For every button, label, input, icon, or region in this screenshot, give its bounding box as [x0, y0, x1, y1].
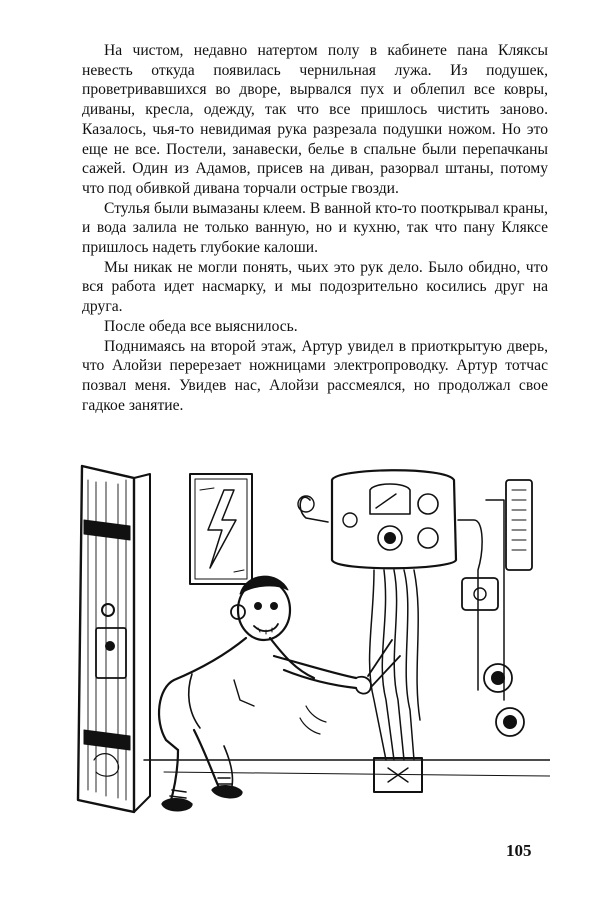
wall-fixtures	[462, 480, 532, 736]
electrical-panel	[298, 470, 456, 568]
floor-line	[144, 760, 550, 776]
page-number: 105	[506, 841, 532, 860]
body-text	[82, 41, 548, 415]
paragraph-2: Стулья были вымазаны клеем. В ванной кто-то пооткрывал краны, и вода залила не только ванную, но и кухню, так что пану Кляксе пришлось надеть глубокие калоши.	[82, 199, 548, 257]
motion-lines	[300, 706, 326, 734]
paragraph-1: На чистом, недавно натертом полу в кабинете пана Кляксы невесть откуда появилась чернильная лужа. Из подушек, проветривавшихся во дворе, вырвался пух и облепил все ковры, диваны, кресла, одежду, так что все пришлось чистить заново. Казалось, чья-то невидимая рука разрезала подушки ножом. Но это еще не все. Постели, занавески, белье в спальне были перепачканы сажей. Один из Адамов, присев на диван, разорвал штаны, потому что под обивкой дивана торчали острые гвозди.	[82, 42, 548, 197]
warning-poster	[190, 474, 252, 584]
paragraph-5: Поднимаясь на второй этаж, Артур увидел в приоткрытую дверь, что Алойзи перерезает ножницами электропроводку. Артур тотчас позвал меня. Увидев нас, Алойзи рассмеялся, но продолжал свое гадкое занятие.	[82, 337, 548, 414]
paragraph-3: Мы никак не могли понять, чьих это рук дело. Было обидно, что вся работа идет насмарку, и мы подозрительно косились друг на друга.	[82, 258, 548, 316]
paragraph-4: После обеда все выяснилось.	[104, 317, 298, 335]
door	[78, 466, 150, 812]
boy-figure	[159, 576, 400, 811]
illustration-boy-cutting-wires	[74, 460, 550, 820]
